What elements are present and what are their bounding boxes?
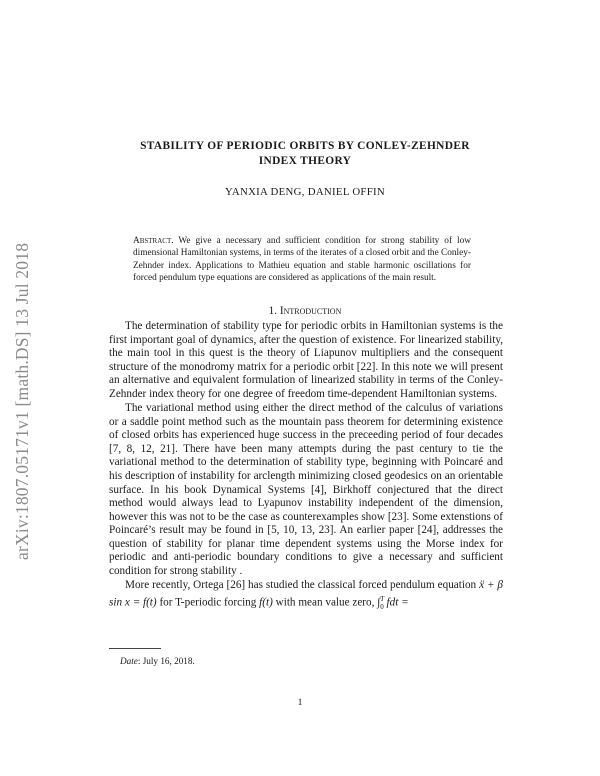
paper-title — [100, 139, 510, 169]
body-text — [109, 320, 503, 614]
integrand: fdt = — [383, 596, 409, 609]
p3-text-end: with mean value zero, ∫ — [272, 596, 381, 609]
footnote-divider — [109, 648, 161, 649]
abstract-text: We give a necessary and sufficient condition for strong stability of low dimensional Hamiltonian systems, in terms of the iterates of a closed orbit and the Conley-Zehnder index. Applications to Mathieu equation and stable harmonic oscillations for forced pendulum type equations are considered as applications of the main result. — [133, 236, 471, 283]
page-number: 1 — [297, 697, 303, 708]
pendulum-equation: ẍ + β sin x = f(t) — [109, 579, 503, 609]
p3-text-mid: for T-periodic forcing — [156, 596, 260, 609]
abstract-label: Abstract. — [133, 236, 174, 246]
paragraph-2: The variational method using either the direct method of the calculus of variations or a saddle point method such as the mountain pass theorem for determining existence of closed orbits has experienced huge success in the preceeding period of four decades [7, 8, 12, 21]. There have been many attempts during the past century to tie the variational method to the determination of stability type, beginning with Poincaré and his description of instability for arclength minimizing closed geodesics on an orientable surface. In his book Dynamical Systems [4], Birkhoff conjectured that the direct method would always lead to Lyapunov instability independent of the dimension, however this was not to be the case as counterexamples show [23]. Some extenstions of Poincaré’s result may be found in [5, 10, 13, 23]. An earlier paper [24], addresses the question of stability for planar time dependent systems using the Morse index for periodic and anti-periodic boundary conditions to give a necessary and sufficient condition for strong stability . — [109, 402, 503, 577]
forcing-function: f(t) — [259, 596, 273, 609]
section-number: 1. — [268, 305, 278, 317]
section-heading — [100, 305, 510, 317]
p3-text-start: More recently, Ortega [26] has studied the classical forced pendulum equation — [125, 579, 480, 592]
integral-lower-limit: 0 — [380, 602, 384, 611]
paragraph-3 — [109, 579, 503, 614]
section-title: Introduction — [279, 305, 342, 317]
integral-upper-limit: T — [380, 594, 385, 603]
footnote-text: : July 16, 2018. — [137, 656, 195, 666]
footnote-label: Date — [120, 656, 138, 666]
title-line-1: STABILITY OF PERIODIC ORBITS BY CONLEY-ZEHNDER — [140, 140, 470, 152]
authors: YANXIA DENG, DANIEL OFFIN — [224, 186, 386, 198]
paragraph-1: The determination of stability type for periodic orbits in Hamiltonian systems is the first important goal of dynamics, after the question of existence. For linearized stability, the main tool in this quest is the theory of Liapunov multipliers and the consequent structure of the monodromy matrix for a periodic orbit [22]. In this note we will present an alternative and equivalent formulation of linearized stability in terms of the Conley-Zehnder index theory for one degree of freedom time-dependent Hamiltonian systems. — [109, 320, 503, 400]
title-line-2: INDEX THEORY — [258, 155, 352, 167]
arxiv-identifier[interactable]: arXiv:1807.05171v1 [math.DS] 13 Jul 2018 — [12, 242, 32, 560]
abstract — [133, 235, 471, 284]
footnote-date — [120, 656, 195, 666]
